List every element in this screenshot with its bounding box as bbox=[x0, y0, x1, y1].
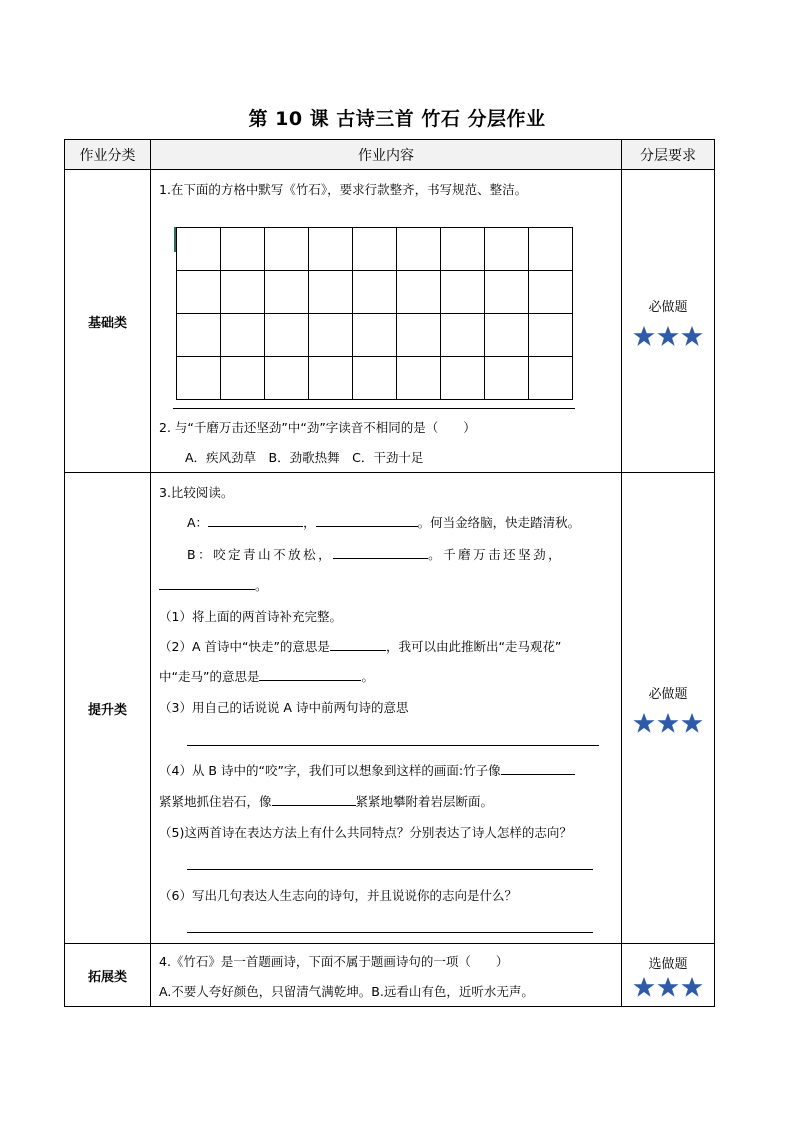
question-2-options: A．疾风劲草 B．劲歌热舞 C．干劲十足 bbox=[185, 450, 424, 465]
sub-question-4: （4）从 B 诗中的“咬”字，我们可以想象到这样的画面:竹子像 bbox=[159, 761, 575, 779]
blank[interactable] bbox=[208, 514, 303, 527]
content-extension bbox=[151, 944, 622, 1007]
sub-question-2: （2）A 首诗中“快走”的意思是 ，我可以由此推断出“走马观花” bbox=[159, 639, 562, 654]
blank[interactable] bbox=[333, 546, 428, 559]
page-title: 第 10 课 古诗三首 竹石 分层作业 bbox=[248, 108, 546, 130]
question-1: 1.在下面的方格中默写《竹石》，要求行款整齐，书写规范、整洁。 bbox=[159, 182, 528, 197]
star-icon bbox=[633, 325, 655, 347]
header-requirement: 分层要求 bbox=[622, 140, 715, 170]
blank[interactable] bbox=[259, 668, 361, 681]
blank[interactable] bbox=[159, 577, 255, 590]
answer-line[interactable] bbox=[187, 932, 593, 933]
question-3: 3.比较阅读。 bbox=[159, 485, 234, 500]
sub-question-4-cont: 紧紧地抓住岩石，像 紧紧地攀附着岩层断面。 bbox=[159, 794, 494, 809]
homework-table bbox=[64, 139, 715, 1007]
table-row-advanced bbox=[65, 473, 715, 944]
star-icon bbox=[681, 976, 703, 998]
star-icon bbox=[657, 325, 679, 347]
requirement-advanced bbox=[622, 473, 715, 944]
blank[interactable] bbox=[330, 638, 386, 651]
blank[interactable] bbox=[316, 514, 418, 527]
star-icon bbox=[681, 712, 703, 734]
answer-line[interactable] bbox=[187, 869, 593, 870]
table-row-basic bbox=[65, 170, 715, 473]
poem-b-line-2: 。 bbox=[159, 576, 268, 594]
grid-underline bbox=[173, 408, 575, 409]
requirement-extension bbox=[622, 944, 715, 1007]
requirement-label: 必做题 bbox=[648, 686, 688, 702]
requirement-label: 选做题 bbox=[648, 956, 688, 972]
star-icon bbox=[681, 325, 703, 347]
star-icon bbox=[657, 712, 679, 734]
star-icon bbox=[633, 976, 655, 998]
requirement-label: 必做题 bbox=[648, 299, 688, 315]
category-advanced: 提升类 bbox=[65, 473, 151, 944]
answer-line[interactable] bbox=[187, 745, 599, 746]
content-advanced bbox=[151, 473, 622, 944]
sub-question-6: （6）写出几句表达人生志向的诗句，并且说说你的志向是什么？ bbox=[159, 888, 517, 903]
sub-question-3: （3）用自己的话说说 A 诗中前两句诗的意思 bbox=[159, 700, 409, 715]
writing-grid[interactable] bbox=[176, 227, 573, 400]
poem-b-line: B：咬定青山不放松， 。千磨万击还坚劲， bbox=[187, 547, 564, 562]
star-icon bbox=[633, 712, 655, 734]
header-content: 作业内容 bbox=[151, 140, 622, 170]
question-4-options: A.不要人夸好颜色，只留清气满乾坤。B.远看山有色，近听水无声。 bbox=[159, 984, 534, 999]
star-icon bbox=[657, 976, 679, 998]
question-4: 4.《竹石》是一首题画诗，下面不属于题画诗句的一项（ ） bbox=[159, 954, 509, 969]
category-extension: 拓展类 bbox=[65, 944, 151, 1007]
blank[interactable] bbox=[272, 793, 356, 806]
sub-question-1: （1）将上面的两首诗补充完整。 bbox=[159, 609, 342, 624]
question-2: 2. 与“千磨万击还坚劲”中“劲”字读音不相同的是（ ） bbox=[159, 420, 476, 435]
table-row-extension bbox=[65, 944, 715, 1007]
requirement-basic bbox=[622, 170, 715, 473]
star-rating bbox=[622, 976, 714, 998]
sub-question-2-cont: 中“走马”的意思是 。 bbox=[159, 669, 374, 684]
star-rating bbox=[622, 712, 714, 734]
header-category: 作业分类 bbox=[65, 140, 151, 170]
category-basic: 基础类 bbox=[65, 170, 151, 473]
content-basic bbox=[151, 170, 622, 473]
star-rating bbox=[622, 325, 714, 347]
blank[interactable] bbox=[501, 762, 575, 775]
poem-a-line: A： ， 。何当金络脑，快走踏清秋。 bbox=[187, 515, 581, 530]
sub-question-5: （5)这两首诗在表达方法上有什么共同特点？分别表达了诗人怎样的志向？ bbox=[159, 825, 572, 840]
table-header-row bbox=[65, 140, 715, 170]
